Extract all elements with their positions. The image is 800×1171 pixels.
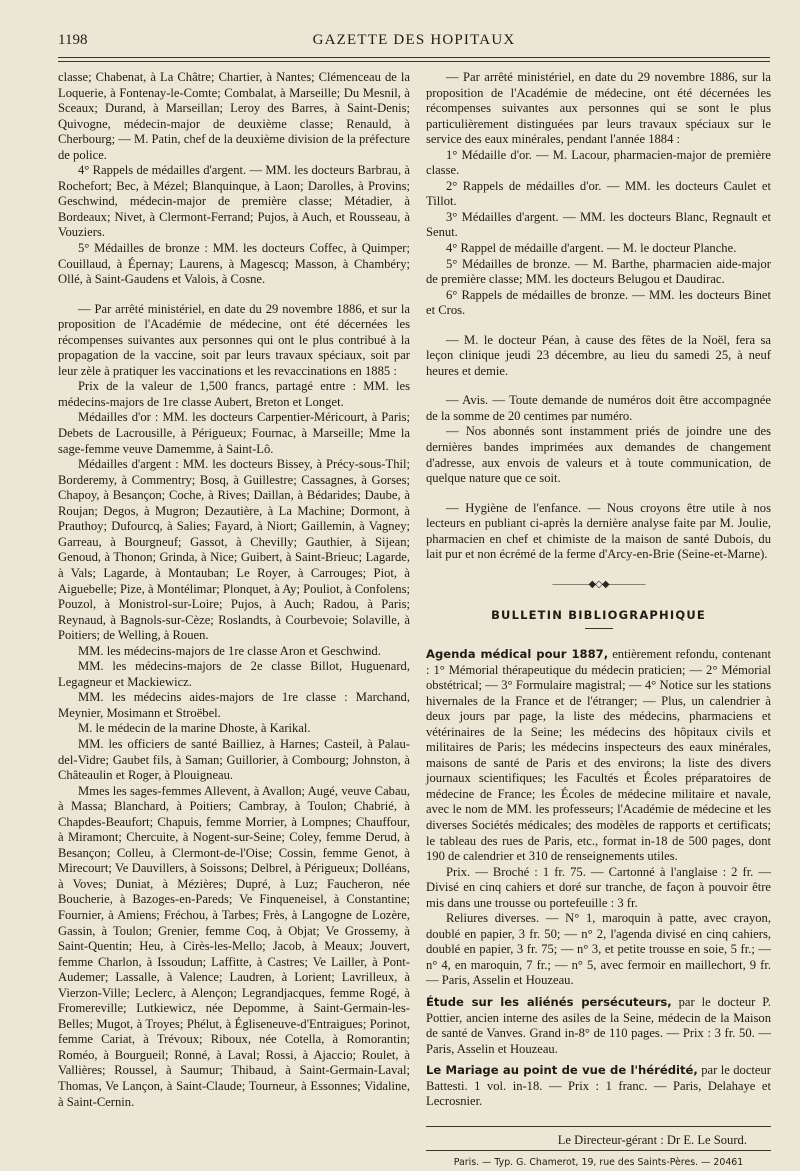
paragraph-majors-second-class: MM. les médecins-majors de 2e classe Billot, Huguenard, Legagneur et Mackiewicz. bbox=[58, 659, 410, 689]
paragraph-honorees-continued: classe; Chabenat, à La Châtre; Chartier, à Nantes; Clémenceau de la Loquerie, à Fontenay-le-Comte; Combalat, à Marseille; Du Mesnil, à Sceaux; Durand, à Marseillan; Leroy des Barres, à Saint-Denis; Quivogne, médecin-major de deuxième classe; Renauld, à Cherbourg; — M. Patin, chef de la deuxième division de la préfecture de police. bbox=[58, 70, 410, 162]
paragraph-gold-medal: 1° Médaille d'or. — M. Lacour, pharmacien-major de première classe. bbox=[426, 147, 771, 178]
page-header bbox=[58, 32, 770, 52]
paragraph-vaccine-gold: Médailles d'or : MM. les docteurs Carpentier-Méricourt, à Paris; Debets de Lacrousille, à Périgueux; Fournac, à Marseille; Mme la sage-femme veuve Damemme, à Saint-Lô. bbox=[58, 410, 410, 456]
paragraph-subscribers: — Nos abonnés sont instamment priés de joindre une des dernières bandes imprimées aux demandes de changement d'adresse, aux envois de valeurs et à toute communication, de quelque nature que ce soit. bbox=[426, 424, 771, 486]
paragraph-pean-lecture: — M. le docteur Péan, à cause des fêtes de la Noël, fera sa leçon clinique jeudi 23 décembre, au lieu du samedi 25, à neuf heures et demie. bbox=[426, 332, 771, 378]
entry-title-marriage: Le Mariage au point de vue de l'hérédité, bbox=[426, 1063, 698, 1078]
director-signature: Le Directeur-gérant : Dr E. Le Sourd. bbox=[557, 1132, 747, 1147]
entry-text-persecutors: par le docteur P. Pottier, ancien interne des asiles de la Seine, médecin de la Maison de santé de Vanves. Grand in-8° de 110 pages. — Prix : 3 fr. 50. — Paris, Asselin et Houzeau. bbox=[426, 994, 771, 1056]
page-number: 1198 bbox=[58, 32, 88, 48]
paragraph-majors-first-class: MM. les médecins-majors de 1re classe Aron et Geschwind. bbox=[78, 643, 381, 658]
bibliography-entry-persecutors bbox=[426, 995, 771, 1057]
header-rule-double bbox=[58, 61, 770, 62]
right-column bbox=[426, 70, 771, 1171]
paragraph-aides-majors: MM. les médecins aides-majors de 1re classe : Marchand, Meynier, Mosimann et Stroëbel. bbox=[58, 690, 410, 720]
paragraph-silver-recalls: 4° Rappels de médailles d'argent. — MM. les docteurs Barbrau, à Rochefort; Bec, à Mézel; Blanquinque, à Laon; Darolles, à Provins; Geschwind, médecin-major de première classe; Métadier, à Bordeaux; Nivet, à Clermont-Ferrand; Pujos, à Auch, et Rousseau, à Vouziers. bbox=[58, 163, 410, 240]
entry-title-persecutors: Étude sur les aliénés persécuteurs, bbox=[426, 994, 672, 1009]
paragraph-mineral-waters-decree: — Par arrêté ministériel, en date du 29 novembre 1886, sur la proposition de l'Académie de médecine, ont été décernées les récompenses suivantes aux personnes qui se sont le plus particulièrement distinguées par leurs travaux spéciaux sur le service des eaux minérales, pendant l'année 1884 : bbox=[426, 70, 771, 147]
entry-title-agenda: Agenda médical pour 1887, bbox=[426, 646, 609, 661]
footer-rule bbox=[426, 1126, 771, 1127]
entry-text-marriage: par le docteur Battesti. 1 vol. in-18. — Prix : 1 franc. — Paris, Delahaye et Lecrosnier. bbox=[426, 1063, 771, 1109]
entry-price-agenda: Prix. — Broché : 1 fr. 75. — Cartonné à l'anglaise : 2 fr. — Divisé en cinq cahiers et doré sur tranche, de façon à pouvoir être mis dans une trousse ou portefeuille : 3 fr. bbox=[426, 864, 771, 910]
ornamental-divider: ————◆◇◆———— bbox=[552, 578, 645, 590]
bulletin-title: BULLETIN BIBLIOGRAPHIQUE bbox=[491, 608, 706, 623]
paragraph-silver-recall: 4° Rappel de médaille d'argent. — M. le docteur Planche. bbox=[446, 241, 737, 256]
entry-text-agenda: entièrement refondu, contenant : 1° Mémorial thérapeutique du médecin praticien; — 2° Mémorial obstétrical; — 3° Formulaire magistral; — 4° Notice sur les stations hivernales de la France et de l'étranger; — Plus, un calendrier à deux jours par page, la liste des médecins, pharmaciens et vétérinaires de la Seine; les médecins des hôpitaux civils et militaires de Paris; les médecins inspecteurs des eaux minérales, maisons de santé de Paris et des environs; la liste des divers journaux scientifiques; les Facultés et Écoles préparatoires de médecine de France; les Écoles de médecine militaire et navale, avec le nom de MM. les professeurs; l'Académie de médecine et les diverses Sociétés médicales; des modèles de rapports et certificats; le tableau des rues de Paris, etc., format in-18 de 500 pages, dont 190 de calendrier et 310 de renseignements utiles. bbox=[426, 646, 772, 864]
paragraph-bronze-medals-right: 5° Médailles de bronze. — M. Barthe, pharmacien aide-major de première classe; MM. les docteurs Belugou et Daudirac. bbox=[426, 256, 771, 287]
paragraph-silver-medals: 3° Médailles d'argent. — MM. les docteurs Blanc, Regnault et Senut. bbox=[426, 209, 771, 240]
paragraph-vaccine-decree: — Par arrêté ministériel, en date du 29 novembre 1886, et sur la proposition de l'Académie de médecine, ont été décernées les récompenses suivantes aux personnes qui ont le plus contribué à la propagation de la vaccine, soit par leurs travaux spéciaux, soit par leur zèle à pratiquer les vaccinations et les revaccinations en 1885 : bbox=[58, 301, 410, 378]
bibliography-entry-marriage bbox=[426, 1063, 771, 1110]
footer-rule-lower bbox=[426, 1150, 771, 1151]
paragraph-bronze-recalls: 6° Rappels de médailles de bronze. — MM. les docteurs Binet et Cros. bbox=[426, 287, 771, 318]
paragraph-midwives: Mmes les sages-femmes Allevent, à Avallon; Augé, veuve Cabau, à Massa; Blanchard, à Poitiers; Cambray, à Toulon; Chabrié, à Chapdes-Beaufort; Chapuis, femme Morrier, à Lompnes; Chauffour, à Miramont; Chercuite, à Nogent-sur-Seine; Coley, femme Derud, à Besançon; Colleu, à Clermont-de-l'Oise; Cossin, femme Genot, à Mirecourt; Ve Dauvillers, à Soissons; Delbrel, à Périgueux; Dolléans, à Voves; Duniat, à Mézières; Dupré, à Luz; Faucheron, née Boucherie, à Bazoges-en-Pareds; Ve Finqueneisel, à Constantine; Fournier, à Amiens; Fréchou, à Tarbes; Frès, à Langogne de Lozère, Gassin, à Toulon; Grenier, femme Coq, à Objat; Ve Grossemy, à Saint-Quentin; Heu, à Cirès-les-Mello; Jacob, à Meaux; Jouvert, femme Charlon, à Issoudun; Laffitte, à Castres; Ve Lailler, à Pont-Audemer; Lassalle, à Valence; Laudren, à Lorient; Lavrilleux, à Vierzon-Ville; Leclerc, à Alençon; Legrandjacques, femme Rogé, à Fromereville; Lutkiewicz, née Depomme, à Saint-Germain-les-Belles; Mugot, à Troyes; Phélut, à Égliseneuve-d'Entraigues; Porinot, femme Cariat, à Trévoux; Riboux, née Cotella, à Romorantin; Roméo, à Bourgueil; Ronné, à Laval; Rossi, à Ajaccio; Roulet, à Vallières; Roussel, à Saumur; Thibaud, à Saint-Germain-Laval; Thomas, Ve Lançon, à Saint-Claude; Tourneur, à Essonnes; Vidaline, à Saint-Cernin. bbox=[58, 783, 410, 1109]
bulletin-title-rule bbox=[585, 628, 613, 629]
paragraph-child-hygiene: — Hygiène de l'enfance. — Nous croyons être utile à nos lecteurs en publiant ci-après la dernière analyse faite par M. Joulie, pharmacien en chef et chimiste de la maison de santé Dubois, du lait pur et non écrémé de la ferme d'Arcy-en-Brie (Seine-et-Marne). bbox=[426, 500, 771, 562]
paragraph-navy-doctor: M. le médecin de la marine Dhoste, à Karikal. bbox=[78, 721, 311, 736]
left-column bbox=[58, 70, 410, 1110]
journal-title: GAZETTE DES HOPITAUX bbox=[312, 32, 516, 48]
paragraph-vaccine-silver: Médailles d'argent : MM. les docteurs Bissey, à Précy-sous-Thil; Borderemy, à Commentry; Bosq, à Guillestre; Cassagnes, à Gorses; Chapoy, à Besançon; Coche, à Rives; Daillan, à Bédarides; Daube, à Roujan; Degos, à Mugron; Dezautière, à La Machine; Dormont, à Prauthoy; Dufourcq, à Salies; Fayard, à Niort; Gaillemin, à Vagney; Garreau, à Bourgneuf; Gassot, à Chevilly; Gauthier, à Sijean; Genoud, à Thonon; Grinda, à Nice; Guibert, à Saint-Brieuc; Lagarde, à Vals; Lagarde, à Montauban; Le Royer, à Carrouges; Piot, à Aiguebelle; Pize, à Montélimar; Plonquet, à Ay; Pouliot, à Confolens; Pouzol, à Monistrol-sur-Loire; Pujos, à Auch; Radou, à Paris; Reynaud, à Bagnols-sur-Cèze; Roslandts, à Courbevoie; Solaville, à Poitiers; de Welling, à Rouen. bbox=[58, 457, 410, 643]
header-rule bbox=[58, 57, 770, 58]
paragraph-notice: — Avis. — Toute demande de numéros doit être accompagnée de la somme de 20 centimes par numéro. bbox=[426, 393, 771, 423]
entry-bindings-agenda: Reliures diverses. — N° 1, maroquin à patte, avec crayon, doublé en papier, 3 fr. 50; — n° 2, l'agenda divisé en cinq cahiers, doublé en papier, 3 fr. 75; — n° 3, et petite trousse en soie, 5 fr.; — n° 4, en maroquin, 7 fr.; — n° 5, avec fermoir en maillechort, 9 fr. — Paris, Asselin et Houzeau. bbox=[426, 911, 771, 988]
paragraph-health-officers: MM. les officiers de santé Bailliez, à Harnes; Casteil, à Palau-del-Vidre; Gaubet fils, à Saman; Guillorier, à Combourg; Johnston, à Châteaulin et Roger, à Plouigneau. bbox=[58, 736, 410, 783]
paragraph-gold-recalls: 2° Rappels de médailles d'or. — MM. les docteurs Caulet et Tillot. bbox=[426, 178, 771, 209]
paragraph-vaccine-prize: Prix de la valeur de 1,500 francs, partagé entre : MM. les médecins-majors de 1re classe Aubert, Breton et Longet. bbox=[58, 379, 410, 409]
paragraph-bronze-medals: 5° Médailles de bronze : MM. les docteurs Coffec, à Quimper; Couillaud, à Épernay; Laurens, à Magescq; Masson, à Chambéry; Ollé, à Saint-Gaudens et Valois, à Cosne. bbox=[58, 241, 410, 287]
printer-line: Paris. — Typ. G. Chamerot, 19, rue des Saints-Pères. — 20461 bbox=[453, 1157, 744, 1169]
bibliography-entry-agenda bbox=[426, 647, 771, 865]
